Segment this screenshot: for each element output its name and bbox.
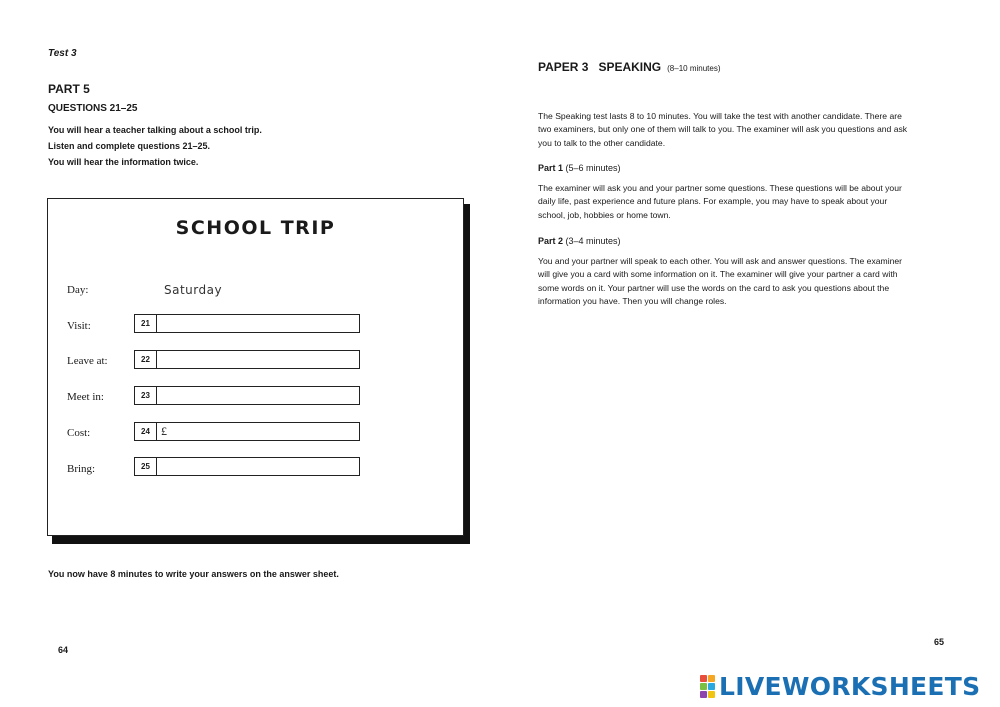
paper-title-text: PAPER 3 SPEAKING [538,60,662,74]
paper-duration: (8–10 minutes) [667,64,721,73]
part1-heading [538,163,621,173]
part-title: PART 5 [48,82,90,96]
answer-box-23 [134,386,360,405]
part2-title: Part 2 [538,236,564,246]
part1-paragraph: The examiner will ask you and your partner some questions. These questions will be about your daily life, past experience and future plans. For example, you may have to speak about your school, job, hobbies or home town. [538,183,902,220]
page-number-right: 65 [934,637,945,647]
logo-tile [700,683,707,690]
question-number: 22 [135,351,157,368]
bring-answer-input[interactable] [157,459,359,474]
liveworksheets-wordmark: LIVEWORKSHEETS [719,672,981,701]
day-label: Day: [67,284,89,296]
instruction-line: You will hear the information twice. [48,157,199,167]
intro-paragraph: The Speaking test lasts 8 to 10 minutes. You will take the test with another candidate. There are two examiners, but only one of them will talk to you. The examiner will ask you questions and ask you to talk to the other candidate. [538,111,908,148]
question-number: 25 [135,458,157,475]
bring-label: Bring: [67,463,96,475]
logo-tile [708,675,715,682]
questions-heading: QUESTIONS 21–25 [48,103,138,114]
part2-duration: (3–4 minutes) [565,236,621,246]
instruction-line: Listen and complete questions 21–25. [48,141,211,151]
pound-prefix: £ [161,424,167,438]
leave-at-label: Leave at: [67,355,108,367]
day-value: Saturday [164,283,223,297]
meet-in-label: Meet in: [67,391,104,403]
question-number: 23 [135,387,157,404]
logo-tile [700,691,707,698]
answer-box-24 [134,422,360,441]
school-trip-form [47,198,464,536]
answer-box-22 [134,350,360,369]
page-number-left: 64 [58,645,69,655]
part1-duration: (5–6 minutes) [565,163,621,173]
visit-label: Visit: [67,320,91,332]
logo-tile [700,675,707,682]
paper-title [538,60,721,74]
liveworksheets-logo [700,672,980,701]
cost-label: Cost: [67,427,91,439]
footer-note: You now have 8 minutes to write your answers on the answer sheet. [48,569,339,579]
form-title: SCHOOL TRIP [175,217,336,239]
logo-tile [708,683,715,690]
instruction-line: You will hear a teacher talking about a school trip. [48,125,262,135]
meet-in-answer-input[interactable] [157,388,359,403]
leave-at-answer-input[interactable] [157,352,359,367]
test-label: Test 3 [48,48,77,59]
answer-box-25 [134,457,360,476]
question-number: 21 [135,315,157,332]
visit-answer-input[interactable] [157,316,359,331]
part1-title: Part 1 [538,163,564,173]
logo-tile [708,691,715,698]
liveworksheets-icon [700,675,715,698]
question-number: 24 [135,423,157,440]
answer-box-21 [134,314,360,333]
part2-paragraph: You and your partner will speak to each other. You will ask and answer questions. The examiner will give you a card with some information on it. The examiner will give your partner a card with some words on it. Your partner will use the words on the card to ask you questions about the information you have. Then you will change roles. [538,256,903,307]
cost-answer-input[interactable] [167,424,359,439]
part2-heading [538,236,621,246]
